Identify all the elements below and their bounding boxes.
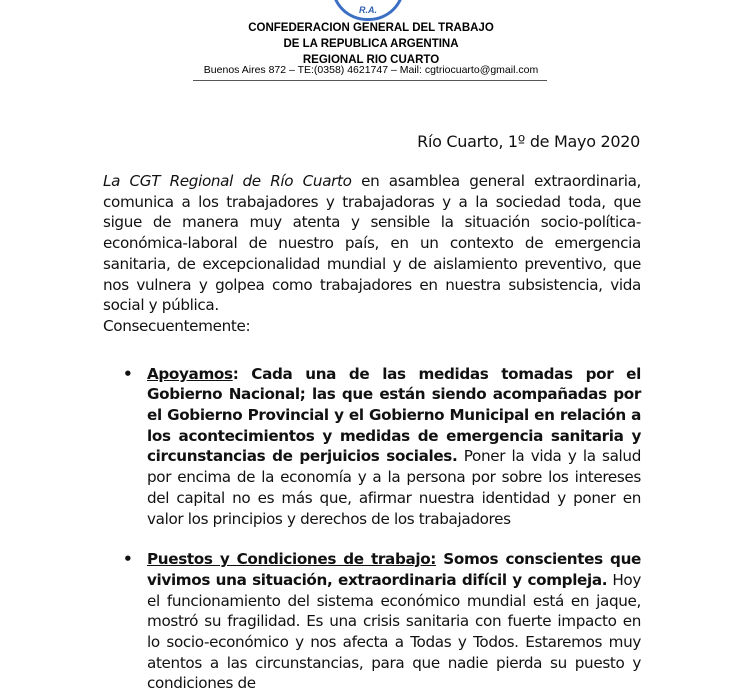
list-item: [103, 364, 641, 530]
org-name-line-3: REGIONAL RIO CUARTO: [302, 54, 440, 66]
bullet-icon: •: [123, 550, 133, 569]
cgt-logo: [331, 0, 405, 21]
org-name-line-2: DE LA REPUBLICA ARGENTINA: [283, 38, 459, 50]
letterhead-divider: [193, 80, 547, 81]
point-bold-text: Somos conscientes que vivimos una situación, extraordinaria difícil y compleja.: [147, 550, 641, 589]
point-text: Poner la vida y la salud por encima de la economía y a la persona por sobre los intereses del capital no es más que, afirmar nuestra identidad y poner en valor los principios y derechos de los trabajadores: [147, 447, 641, 528]
points-list: [103, 364, 641, 694]
point-text: Hoy el funcionamiento del sistema económico mundial está en jaque, mostró su fragilidad. Es una crisis sanitaria con fuerte impacto en lo socio-económico y nos afecta a Todas y Todos. Estaremos muy atentos a las circunstancias, para que nadie pierda su puesto y condiciones de: [147, 570, 641, 693]
intro-subject: La CGT Regional de Río Cuarto: [103, 172, 352, 190]
letterhead: [0, 20, 742, 68]
point-title: Puestos y Condiciones de trabajo:: [147, 550, 437, 569]
point-bold-text: : Cada una de las medidas tomadas por el Gobierno Nacional; las que están siendo acompañadas por el Gobierno Provincial y el Gobierno Municipal en relación a los acontecimientos y medidas de emergencia sanitaria y circunstancias de perjuicios sociales.: [147, 364, 641, 466]
logo-text: R.A.: [359, 5, 377, 15]
letterhead-contact: Buenos Aires 872 – TE:(0358) 4621747 – Mail: cgtriocuarto@gmail.com: [203, 64, 539, 76]
point-title: Apoyamos: [147, 364, 233, 383]
intro-text: en asamblea general extraordinaria, comunica a los trabajadores y trabajadoras y a la sociedad toda, que sigue de manera muy atenta y sensible la situación socio-política-económica-laboral de nuestro país, en un contexto de emergencia sanitaria, de excepcionalidad mundial y de aislamiento preventivo, que nos vulnera y golpea como trabajadores en nuestra subsistencia, vida social y pública.: [103, 172, 642, 315]
letter-body: [103, 171, 641, 694]
date-line: Río Cuarto, 1º de Mayo 2020: [417, 132, 640, 151]
org-name-line-1: CONFEDERACION GENERAL DEL TRABAJO: [248, 22, 494, 34]
list-item: [103, 549, 641, 694]
bullet-icon: •: [123, 364, 133, 383]
lead-line: Consecuentemente:: [103, 316, 251, 335]
intro-paragraph: [103, 171, 641, 316]
